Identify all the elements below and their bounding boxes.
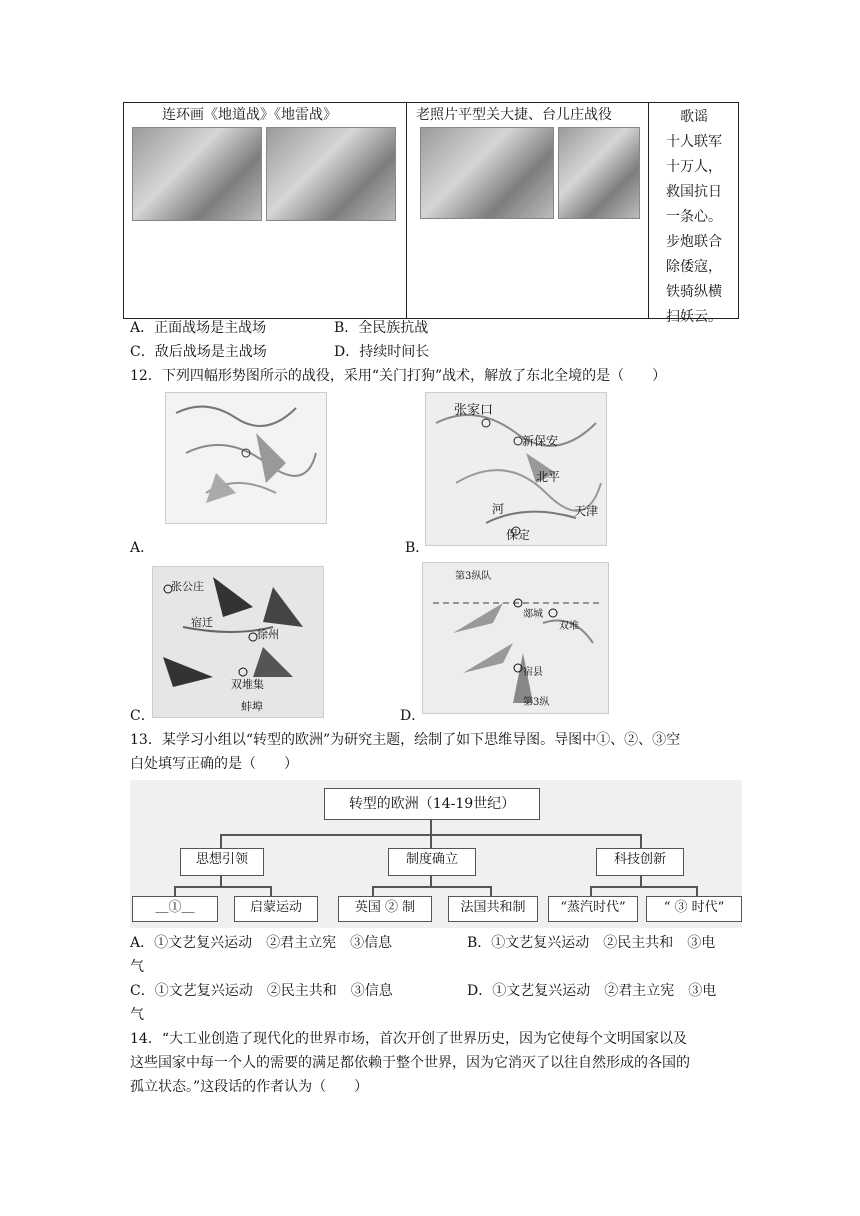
- table-divider-2: [648, 103, 649, 318]
- q13-stem-line1: 13．某学习小组以“转型的欧洲”为研究主题，绘制了如下思维导图。导图中①、②、③空: [130, 732, 681, 748]
- mindmap-branch-system: 制度确立: [388, 848, 476, 876]
- connector: [430, 834, 432, 848]
- map-b: [425, 392, 607, 546]
- mindmap-blank-1: ＿①＿: [132, 896, 218, 922]
- q12-label-a: A．: [130, 540, 155, 556]
- comic-caption: 连环画《地道战》《地雷战》: [162, 107, 337, 123]
- comic-image-left: [132, 127, 262, 221]
- q11-option-a: A．正面战场是主战场: [130, 320, 267, 336]
- mindmap-leaf-enlightenment: 启蒙运动: [234, 896, 318, 922]
- mindmap-leaf-france: 法国共和制: [448, 896, 538, 922]
- connector: [270, 886, 272, 896]
- ballad-line: 十万人，: [666, 159, 722, 175]
- map-c-place: 张公庄: [171, 580, 204, 593]
- mindmap-branch-tech: 科技创新: [596, 848, 684, 876]
- q13-option-b: B．①文艺复兴运动 ②民主共和 ③电: [467, 935, 716, 951]
- connector: [640, 834, 642, 848]
- connector: [220, 876, 222, 886]
- map-a: [165, 392, 327, 524]
- q13-option-c: C．①文艺复兴运动 ②民主共和 ③信息: [130, 983, 393, 999]
- map-b-place: 保定: [506, 528, 531, 542]
- battle-photo-left: [420, 127, 554, 219]
- connector: [590, 886, 592, 896]
- map-d-place: 双堆: [559, 621, 579, 632]
- battle-photo-right: [558, 127, 640, 219]
- mindmap-leaf-steam: “蒸汽时代”: [548, 896, 638, 922]
- connector: [490, 886, 492, 896]
- q12-label-b: B．: [405, 540, 430, 556]
- map-b-place: 河: [492, 502, 505, 516]
- q11-option-b: B．全民族抗战: [334, 320, 429, 336]
- ballad-line: 扫妖云。: [666, 309, 722, 325]
- mindmap-blank-3: “ ③ 时代”: [646, 896, 742, 922]
- connector: [372, 886, 374, 896]
- map-c-place: 宿迁: [191, 616, 213, 629]
- map-b-place: 张家口: [454, 403, 494, 418]
- map-d: [422, 562, 609, 714]
- q13-option-d-cont: 气: [130, 1007, 144, 1023]
- connector: [640, 876, 642, 886]
- map-d-place: 宿县: [523, 667, 543, 678]
- q14-line1: 14．“大工业创造了现代化的世界市场，首次开创了世界历史，因为它使每个文明国家以及: [130, 1031, 687, 1047]
- map-d-place: 郯城: [523, 609, 543, 620]
- mindmap-root: 转型的欧洲（14-19世纪）: [324, 788, 540, 820]
- connector: [696, 886, 698, 896]
- q12-label-c: C．: [130, 708, 155, 724]
- ballad-line: 一条心。: [666, 209, 722, 225]
- map-d-place: 第3纵队: [455, 571, 492, 582]
- q14-line3: 孤立状态。”这段话的作者认为（ ）: [130, 1079, 369, 1095]
- connector: [372, 886, 490, 888]
- map-c: [152, 566, 324, 718]
- map-b-place: 新保安: [522, 434, 559, 448]
- photo-caption: 老照片平型关大捷、台儿庄战役: [416, 107, 612, 123]
- q14-line2: 这些国家中每一个人的需要的满足都依赖于整个世界，因为它消灭了以往自然形成的各国的: [130, 1055, 690, 1071]
- q11-table: [123, 102, 739, 325]
- ballad: [650, 105, 738, 330]
- mindmap-branch-thought: 思想引领: [180, 848, 264, 876]
- ballad-line: 十人联军: [666, 134, 722, 150]
- q12-label-d: D．: [400, 708, 426, 724]
- comic-image-right: [266, 127, 396, 221]
- ballad-line: 除倭寇，: [666, 259, 722, 275]
- ballad-title: 歌谣: [680, 109, 708, 125]
- q12-stem: 12．下列四幅形势图所示的战役，采用“关门打狗”战术，解放了东北全境的是（ ）: [130, 368, 667, 384]
- q13-option-a: A．①文艺复兴运动 ②君主立宪 ③信息: [130, 935, 393, 951]
- map-d-place: 第3纵: [523, 697, 550, 708]
- map-c-place: 双堆集: [231, 678, 264, 691]
- connector: [220, 834, 222, 848]
- connector: [174, 886, 176, 896]
- connector: [174, 886, 270, 888]
- connector: [430, 876, 432, 886]
- ballad-line: 铁骑纵横: [666, 284, 722, 300]
- map-c-place: 徐州: [257, 628, 279, 641]
- q13-option-b-cont: 气: [130, 959, 144, 975]
- q11-option-c: C．敌后战场是主战场: [130, 344, 267, 360]
- map-b-place: 天津: [574, 504, 599, 518]
- map-b-place: 北平: [536, 470, 561, 484]
- ballad-line: 步炮联合: [666, 234, 722, 250]
- q11-option-d: D．持续时间长: [334, 344, 430, 360]
- mind-map: [130, 780, 742, 928]
- connector: [590, 886, 696, 888]
- mindmap-blank-2: 英国 ② 制: [338, 896, 432, 922]
- connector: [430, 820, 432, 834]
- map-c-place: 蚌埠: [241, 700, 263, 713]
- ballad-line: 救国抗日: [666, 184, 722, 200]
- q13-option-d: D．①文艺复兴运动 ②君主立宪 ③电: [467, 983, 717, 999]
- q13-stem-line2: 白处填写正确的是（ ）: [130, 756, 298, 772]
- table-divider-1: [406, 103, 407, 318]
